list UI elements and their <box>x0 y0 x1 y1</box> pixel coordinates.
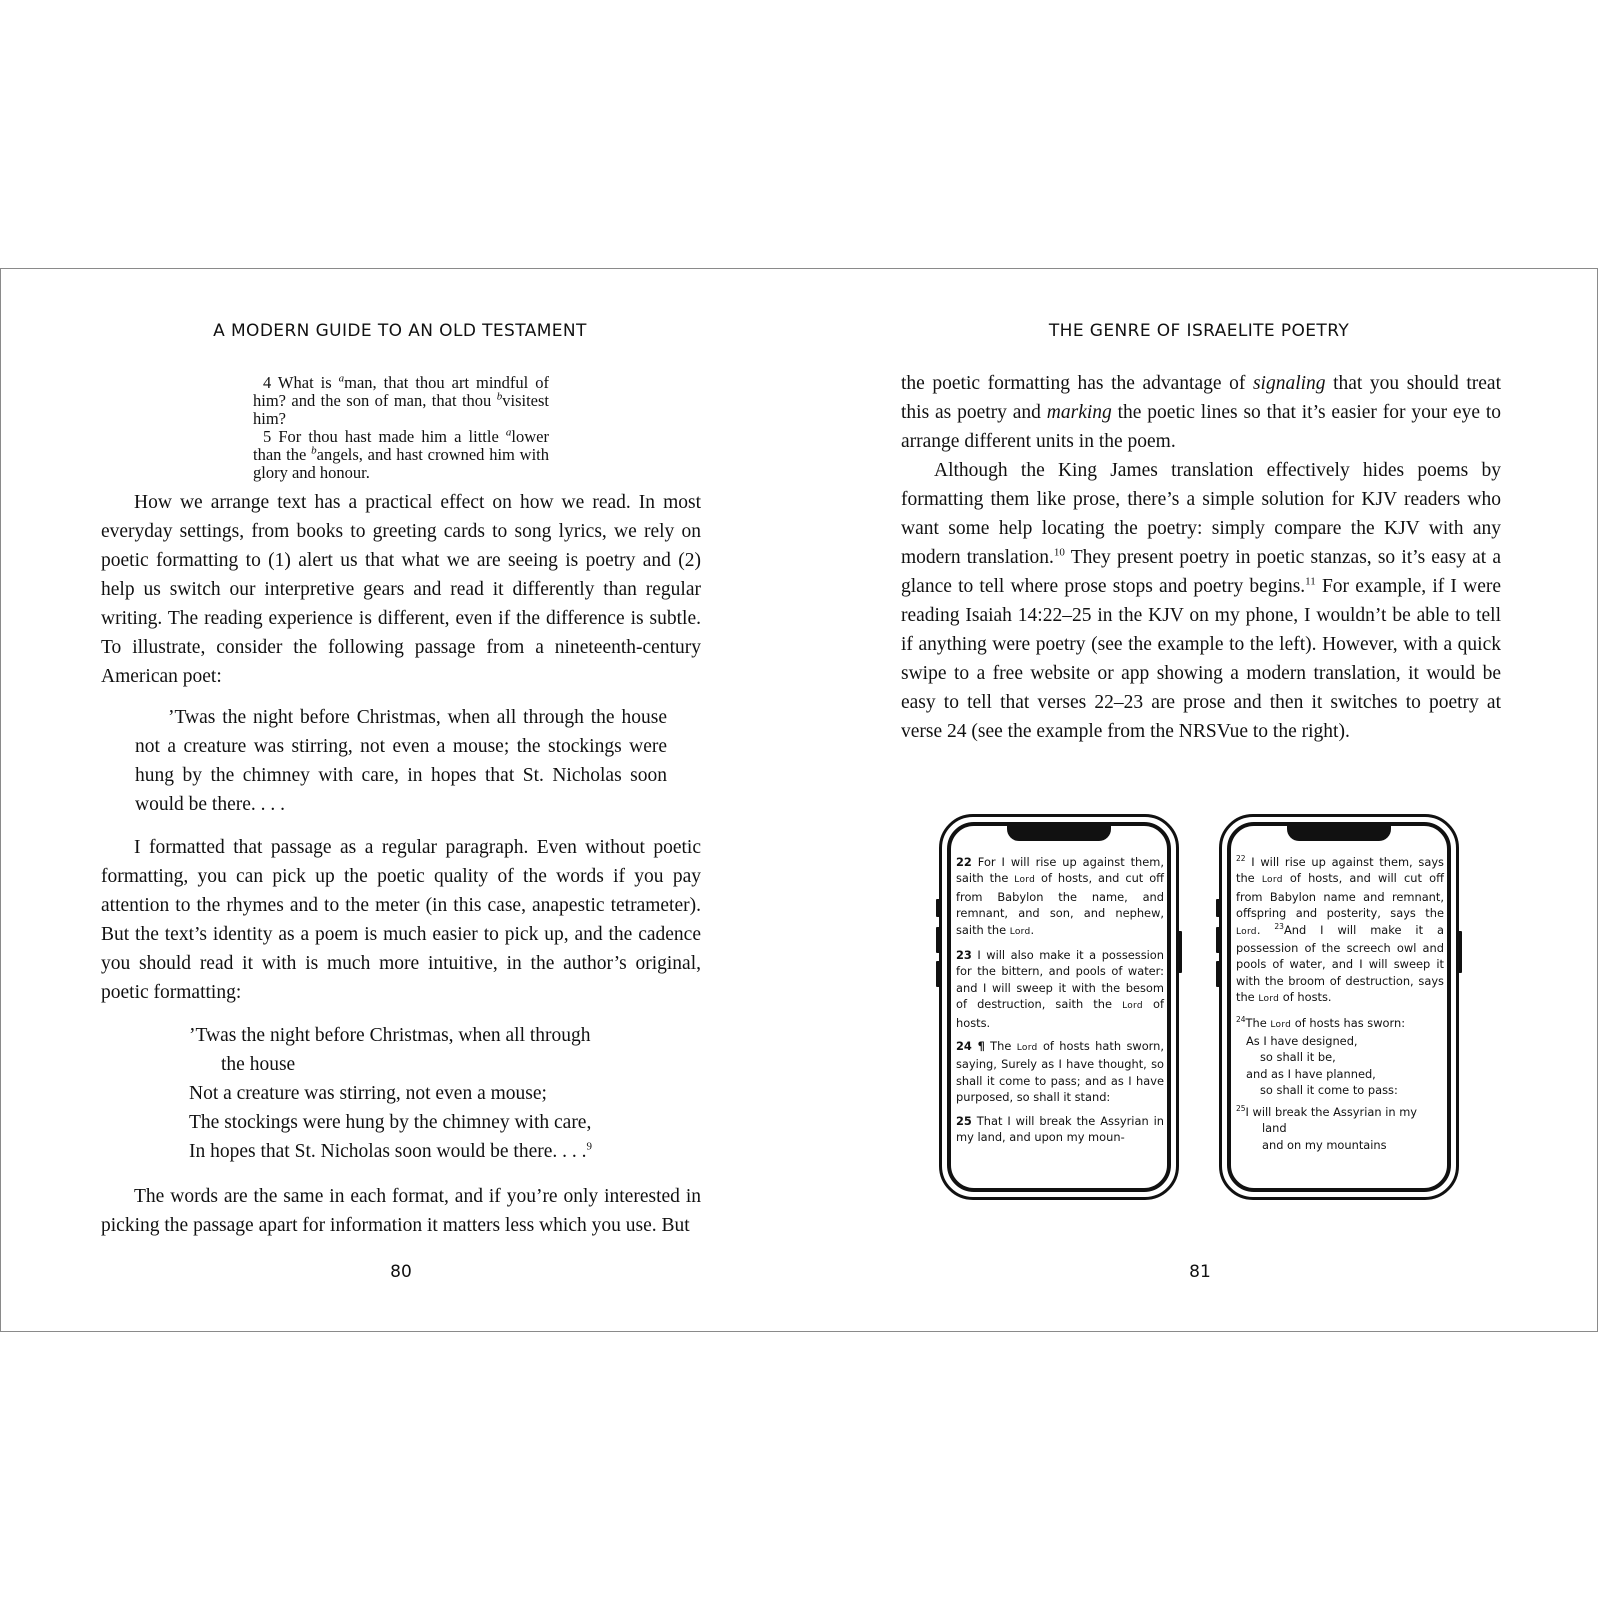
verse-text: angels, and hast crowned him with glory and honour. <box>253 445 549 482</box>
emphasis: signaling <box>1252 373 1326 394</box>
poem-line: and on my mountains <box>1262 1137 1387 1152</box>
poem-line <box>189 1137 701 1166</box>
phone-side-button <box>1458 931 1462 973</box>
prose-poem-quote <box>135 703 667 819</box>
verse-number: 22 <box>1236 854 1246 864</box>
verse-number: 25 <box>956 1113 972 1128</box>
phone-nrsvue <box>1219 814 1459 1200</box>
running-head-left: A MODERN GUIDE TO AN OLD TESTAMENT <box>213 321 587 341</box>
poem-line-continuation: the house <box>221 1054 296 1075</box>
phone-side-button <box>1216 927 1220 953</box>
poem-line <box>1236 1104 1444 1120</box>
kjv-screen-text <box>956 854 1164 1153</box>
nrsv-verse-24 <box>1236 1015 1444 1099</box>
verse-text: lower than the <box>253 427 549 464</box>
verse-text: And I will make it a possession of the screech owl and pools of water, and I will sweep it with the broom of destruction, says the <box>1236 922 1444 1005</box>
verse-text: The <box>1245 1015 1271 1030</box>
poem-line: As I have designed, <box>1246 1034 1358 1049</box>
verse-text: The <box>984 1039 1017 1054</box>
paragraph-text: For example, if I were reading Isaiah 14:22–25 in the KJV on my phone, I wouldn’t be able to tell if anything were poetry (see the example to the left). However, with a quick swipe to a free website or app showing a modern translation, it would be easy to tell that verses 22–23 are prose and then it switches to poetry at verse 24 (see the example from the NRSVue to the right). <box>901 576 1501 742</box>
page-number-left: 80 <box>390 1262 412 1282</box>
verse-text: man, that thou art mindful of him? and the son of man, that thou <box>253 373 549 410</box>
footnote-marker: a <box>505 426 512 439</box>
phone-side-button <box>936 927 940 953</box>
verse-text: . <box>1030 922 1035 937</box>
paragraph-text: Although the King James translation effectively hides poems by formatting them like prose, there’s a simple solution for KJV readers who want some help locating the poetry: simply compare the KJV with any modern translation. <box>901 460 1501 568</box>
verse-text: I will also make it a possession for the bittern, and pools of water: and I will sweep it with the besom of destruction, saith the <box>956 948 1164 1012</box>
footnote-marker: b <box>311 444 317 457</box>
paragraph-text: They present poetry in poetic stanzas, so it’s easy at a glance to tell where prose stops and poetry begins. <box>901 547 1501 597</box>
verse-text: of hosts hath sworn, saying, Surely as I have thought, so shall it come to pass; and as I have purposed, so shall it stand: <box>956 1039 1164 1105</box>
endnote-marker: 9 <box>586 1140 593 1153</box>
footnote-marker: b <box>496 390 503 403</box>
verse-text: 5 For thou hast made him a little <box>263 427 506 446</box>
paragraph-text: the poetic formatting has the advantage of <box>901 373 1253 394</box>
phone-notch <box>1007 825 1111 841</box>
nrsv-verse-22-23 <box>1236 854 1444 1008</box>
endnote-marker: 10 <box>1053 546 1065 559</box>
poem-line: so shall it come to pass: <box>1260 1083 1398 1098</box>
right-text-block <box>901 369 1501 746</box>
verse-text: I will break the Assyrian in my <box>1245 1104 1418 1119</box>
phone-side-button <box>936 899 940 917</box>
phone-kjv <box>939 814 1179 1200</box>
small-caps-lord: Lord <box>1236 926 1257 937</box>
verse-text: I will rise up against them, says the <box>1236 855 1444 886</box>
phone-side-button <box>936 961 940 987</box>
phone-notch <box>1287 825 1391 841</box>
paragraph-text: the poetic lines so that it’s easier for your eye to arrange different units in the poem. <box>901 402 1501 452</box>
paragraph: How we arrange text has a practical effect on how we read. In most everyday settings, from books to greeting cards to song lyrics, we rely on poetic formatting to (1) alert us that what we are seeing is poetry and (2) help us switch our interpretive gears and read it differently than regular writing. The reading experience is different, even if the difference is subtle. To illustrate, consider the following passage from a nineteenth-century American poet: <box>101 492 701 687</box>
small-caps-lord: Lord <box>1261 875 1283 886</box>
poem-line: and as I have planned, <box>1246 1066 1376 1081</box>
nrsvue-screen-text <box>1236 854 1444 1160</box>
kjv-verse-24 <box>956 1038 1164 1106</box>
verse-number: 24 ¶ <box>956 1039 985 1054</box>
verse-text: 4 What is <box>263 373 339 392</box>
small-caps-lord: Lord <box>1009 926 1031 937</box>
poem-line: land <box>1262 1121 1287 1136</box>
verse-poem-quote <box>189 1021 701 1166</box>
verse-text: of hosts, and will cut off from Babylon name and remnant, offspring and posterity, says the <box>1236 871 1444 921</box>
quote-text: ’Twas the night before Christmas, when all through the house not a creature was stirring, not even a mouse; the stockings were hung by the chimney with care, in hopes that St. Nicholas soon would be there. . . . <box>135 707 667 815</box>
verse-text: For I will rise up against them, saith the <box>956 855 1164 886</box>
verse-text: That I will break the Assyrian in my land, and upon my moun- <box>956 1113 1164 1145</box>
page-number-right: 81 <box>1189 1262 1211 1282</box>
small-caps-lord: Lord <box>1122 1001 1143 1012</box>
poem-line: ’Twas the night before Christmas, when all through <box>189 1025 591 1046</box>
kjv-verse-25 <box>956 1113 1164 1146</box>
paragraph <box>901 456 1501 746</box>
verse-number: 25 <box>1236 1103 1246 1113</box>
verse-number: 24 <box>1236 1014 1246 1024</box>
paragraph-text: that you should treat this as poetry and <box>901 373 1501 423</box>
phone-illustrations <box>939 814 1459 1214</box>
verse-number: 23 <box>1274 921 1284 931</box>
poem-line: Not a creature was stirring, not even a mouse; <box>189 1083 547 1104</box>
paragraph: The words are the same in each format, and if you’re only interested in picking the passage apart for information it matters less which you use. But <box>101 1186 701 1236</box>
verse-number: 22 <box>956 855 972 869</box>
poem-line: The stockings were hung by the chimney with care, <box>189 1112 592 1133</box>
left-page <box>1 269 801 1331</box>
phone-side-button <box>1178 931 1182 973</box>
running-head-right: THE GENRE OF ISRAELITE POETRY <box>1048 321 1350 341</box>
nrsv-verse-25 <box>1236 1104 1444 1153</box>
verse-text: of hosts has sworn: <box>1291 1015 1406 1030</box>
poem-line: so shall it be, <box>1260 1050 1336 1065</box>
small-caps-lord: Lord <box>1014 875 1036 886</box>
verse-text: of hosts. <box>956 997 1164 1030</box>
poem-line <box>1236 1015 1444 1033</box>
poem-line-text: In hopes that St. Nicholas soon would be there. . . . <box>189 1141 587 1162</box>
left-text-block <box>101 374 701 1240</box>
paragraph: I formatted that passage as a regular paragraph. Even without poetic formatting, you can pick up the poetic quality of the words if you pay attention to the rhymes and to the meter (in this case, anapestic tetrameter). But the text’s identity as a poem is much easier to pick up, and the cadence you should read it with is much more intuitive, in the author’s original, poetic formatting: <box>101 837 701 1003</box>
small-caps-lord: Lord <box>1258 994 1280 1005</box>
verse-number: 23 <box>956 948 972 963</box>
paragraph <box>901 369 1501 456</box>
verse-text: of hosts. <box>1279 990 1332 1005</box>
kjv-verse-4 <box>253 374 549 428</box>
book-spread <box>0 268 1598 1332</box>
verse-text: visitest him? <box>253 391 549 428</box>
small-caps-lord: Lord <box>1016 1043 1038 1054</box>
kjv-verse-23 <box>956 947 1164 1031</box>
kjv-verse-5 <box>253 428 549 482</box>
kjv-verse-22 <box>956 854 1164 940</box>
verse-text: . <box>1256 922 1275 937</box>
endnote-marker: 11 <box>1305 575 1316 588</box>
footnote-marker: a <box>338 372 345 385</box>
right-page <box>801 269 1599 1331</box>
phone-side-button <box>1216 899 1220 917</box>
emphasis: marking <box>1046 402 1112 423</box>
kjv-psalm-quote <box>253 374 549 482</box>
verse-text: of hosts, and cut off from Babylon the name, and remnant, and son, and nephew, saith the <box>956 871 1165 937</box>
phone-side-button <box>1216 961 1220 987</box>
small-caps-lord: Lord <box>1270 1019 1292 1030</box>
